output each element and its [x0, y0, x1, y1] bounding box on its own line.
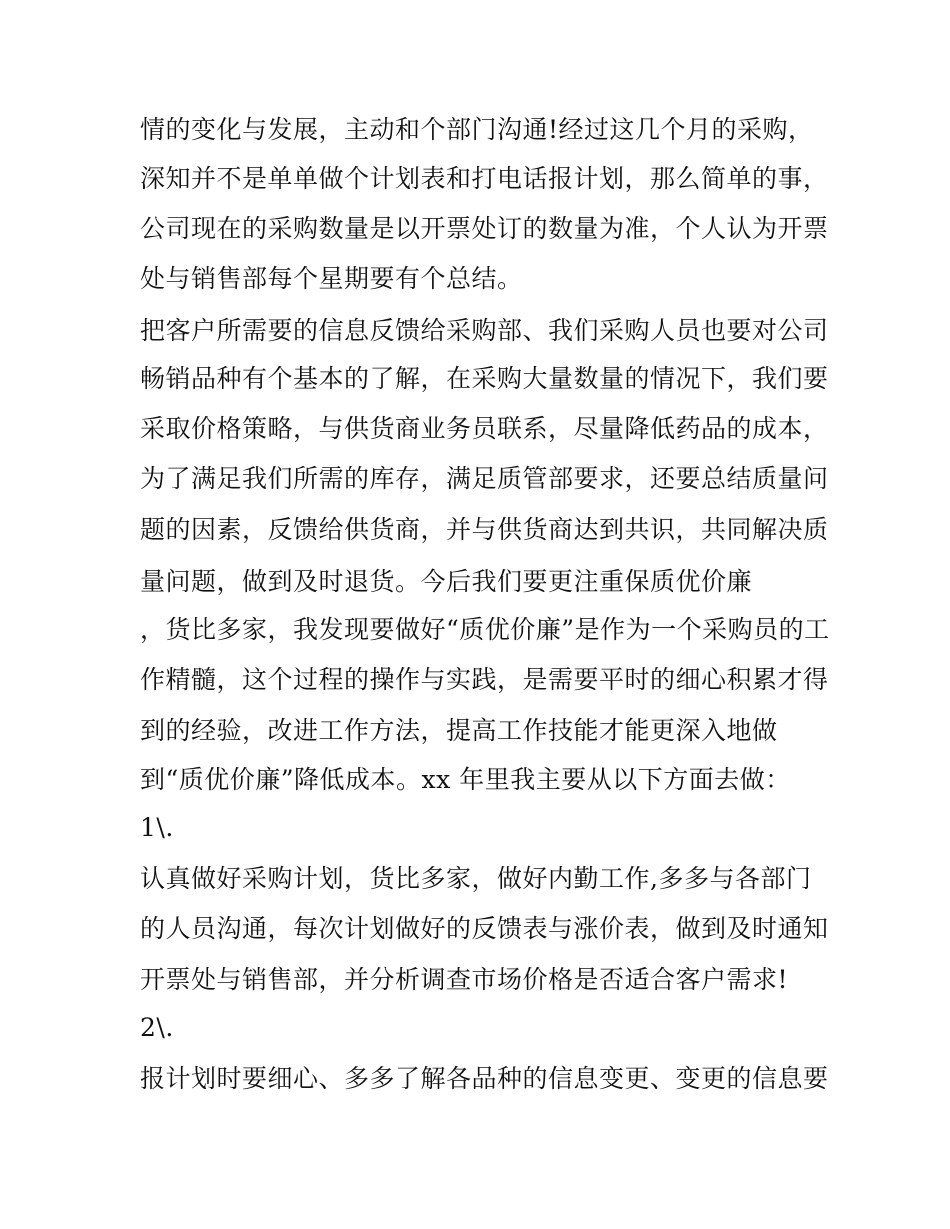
text-line: 认真做好采购计划，货比多家，做好内勤工作,多多与各部门	[140, 864, 812, 893]
text-line: 处与销售部每个星期要有个总结。	[140, 264, 523, 293]
text-line: 作精髓，这个过程的操作与实践，是需要平时的细心积累才得	[140, 665, 829, 694]
list-marker: 1\.	[140, 813, 174, 842]
text-line: 公司现在的采购数量是以开票处订的数量为准，个人认为开票	[140, 214, 829, 243]
text-line: 量问题，做到及时退货。今后我们要更注重保质优价廉	[140, 567, 753, 596]
list-marker: 2\.	[140, 1013, 174, 1042]
text-line: 报计划时要细心、多多了解各品种的信息变更、变更的信息要	[140, 1064, 829, 1093]
text-line: 开票处与销售部，并分析调查市场价格是否适合客户需求!	[140, 965, 789, 994]
text-line: 把客户所需要的信息反馈给采购部、我们采购人员也要对公司	[140, 316, 829, 345]
text-line: 采取价格策略，与供货商业务员联系，尽量降低药品的成本，	[140, 414, 829, 443]
text-line: 的人员沟通，每次计划做好的反馈表与涨价表，做到及时通知	[140, 914, 829, 943]
text-line: 为了满足我们所需的库存，满足质管部要求，还要总结质量问	[140, 464, 829, 493]
text-line: 深知并不是单单做个计划表和打电话报计划，那么简单的事，	[140, 164, 829, 193]
text-line: 题的因素，反馈给供货商，并与供货商达到共识，共同解决质	[140, 515, 829, 544]
text-line: 到的经验，改进工作方法，提高工作技能才能更深入地做	[140, 716, 778, 745]
text-line: 情的变化与发展，主动和个部门沟通!经过这几个月的采购，	[140, 115, 814, 144]
text-line: ，货比多家，我发现要做好“质优价廉”是作为一个采购员的工	[140, 615, 830, 644]
text-line: 畅销品种有个基本的了解，在采购大量数量的情况下，我们要	[140, 364, 829, 393]
text-line: 到“质优价廉”降低成本。xx 年里我主要从以下方面去做：	[140, 765, 791, 794]
